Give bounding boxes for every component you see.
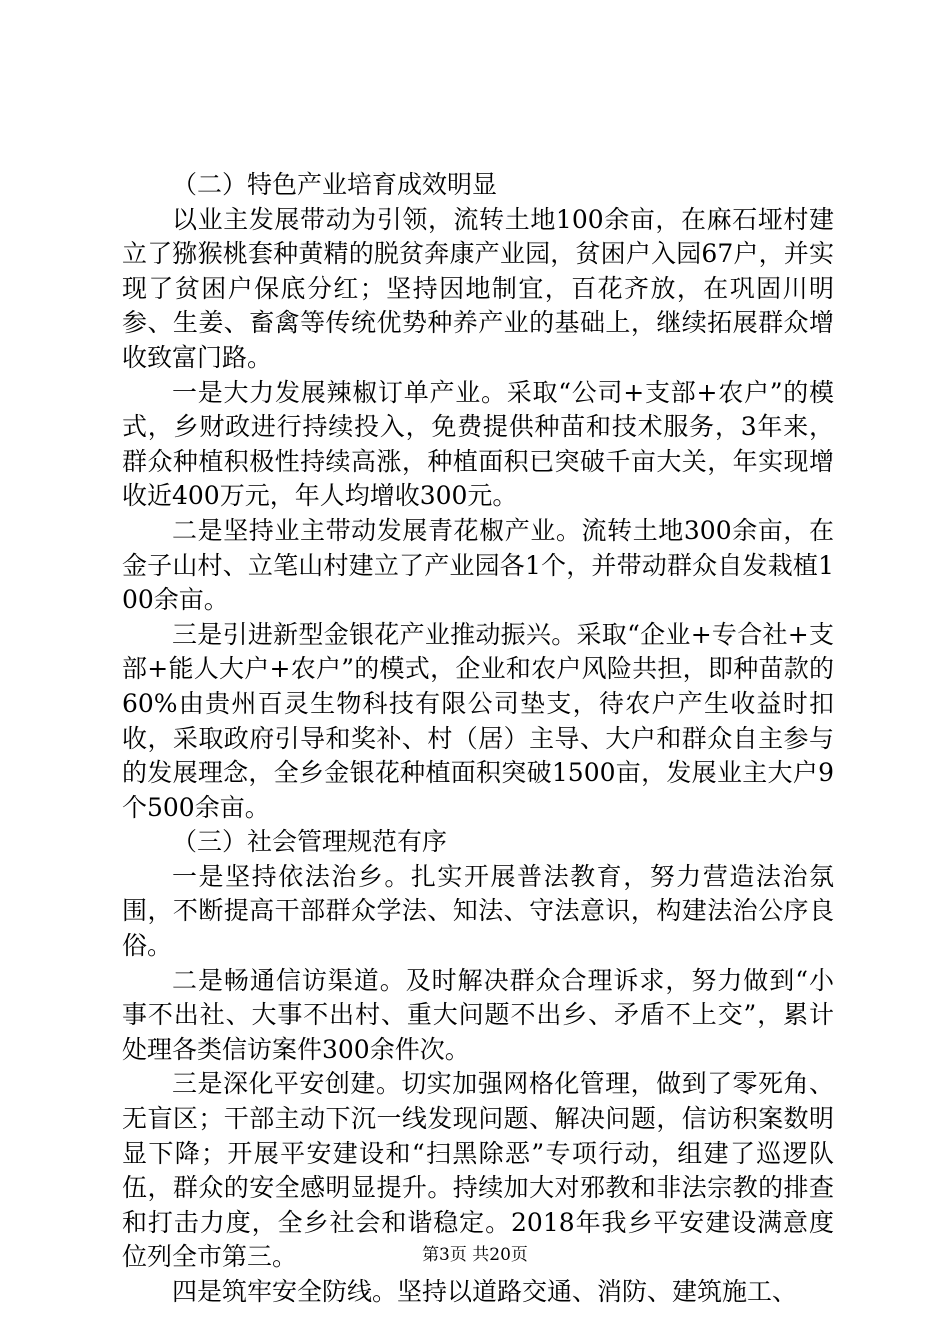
document-body <box>122 168 834 1310</box>
section-heading-3: （三）社会管理规范有序 <box>172 827 448 857</box>
body-paragraph: 三是引进新型金银花产业推动振兴。采取“企业+专合社+支部+能人大户+农户”的模式，企业和农户风险共担，即种苗款的60%由贵州百灵生物科技有限公司垫支，待农户产生收益时扣收，采取政府引导和奖补、村（居）主导、大户和群众自主参与的发展理念，全乡金银花种植面积突破1500亩，发展业主大户9个500余亩。 <box>122 619 834 822</box>
body-paragraph: 以业主发展带动为引领，流转土地100余亩，在麻石垭村建立了猕猴桃套种黄精的脱贫奔康产业园，贫困户入园67户，并实现了贫困户保底分红；坚持因地制宜，百花齐放，在巩固川明参、生姜、畜禽等传统优势种养产业的基础上，继续拓展群众增收致富门路。 <box>122 204 834 372</box>
body-paragraph: 三是深化平安创建。切实加强网格化管理，做到了零死角、无盲区；干部主动下沉一线发现问题、解决问题，信访积案数明显下降；开展平安建设和“扫黑除恶”专项行动，组建了巡逻队伍，群众的安全感明显提升。持续加大对邪教和非法宗教的排查和打击力度，全乡社会和谐稳定。2018年我乡平安建设满意度位列全市第三。 <box>122 1069 834 1272</box>
body-paragraph: 二是坚持业主带动发展青花椒产业。流转土地300余亩，在金子山村、立笔山村建立了产业园各1个，并带动群众自发栽植100余亩。 <box>122 515 834 615</box>
page-footer: 第3页 共20页 <box>422 1245 528 1265</box>
body-paragraph: 一是坚持依法治乡。扎实开展普法教育，努力营造法治氛围，不断提高干部群众学法、知法、守法意识，构建法治公序良俗。 <box>122 861 834 961</box>
body-paragraph: 四是筑牢安全防线。坚持以道路交通、消防、建筑施工、 <box>172 1277 798 1306</box>
body-paragraph: 二是畅通信访渠道。及时解决群众合理诉求，努力做到“小事不出社、大事不出村、重大问题不出乡、矛盾不上交”，累计处理各类信访案件300余件次。 <box>122 965 834 1064</box>
body-paragraph: 一是大力发展辣椒订单产业。采取“公司+支部+农户”的模式，乡财政进行持续投入，免费提供种苗和技术服务，3年来，群众种植积极性持续高涨，种植面积已突破千亩大关，年实现增收近400万元，年人均增收300元。 <box>122 377 834 511</box>
section-heading-2: （二）特色产业培育成效明显 <box>172 170 498 199</box>
